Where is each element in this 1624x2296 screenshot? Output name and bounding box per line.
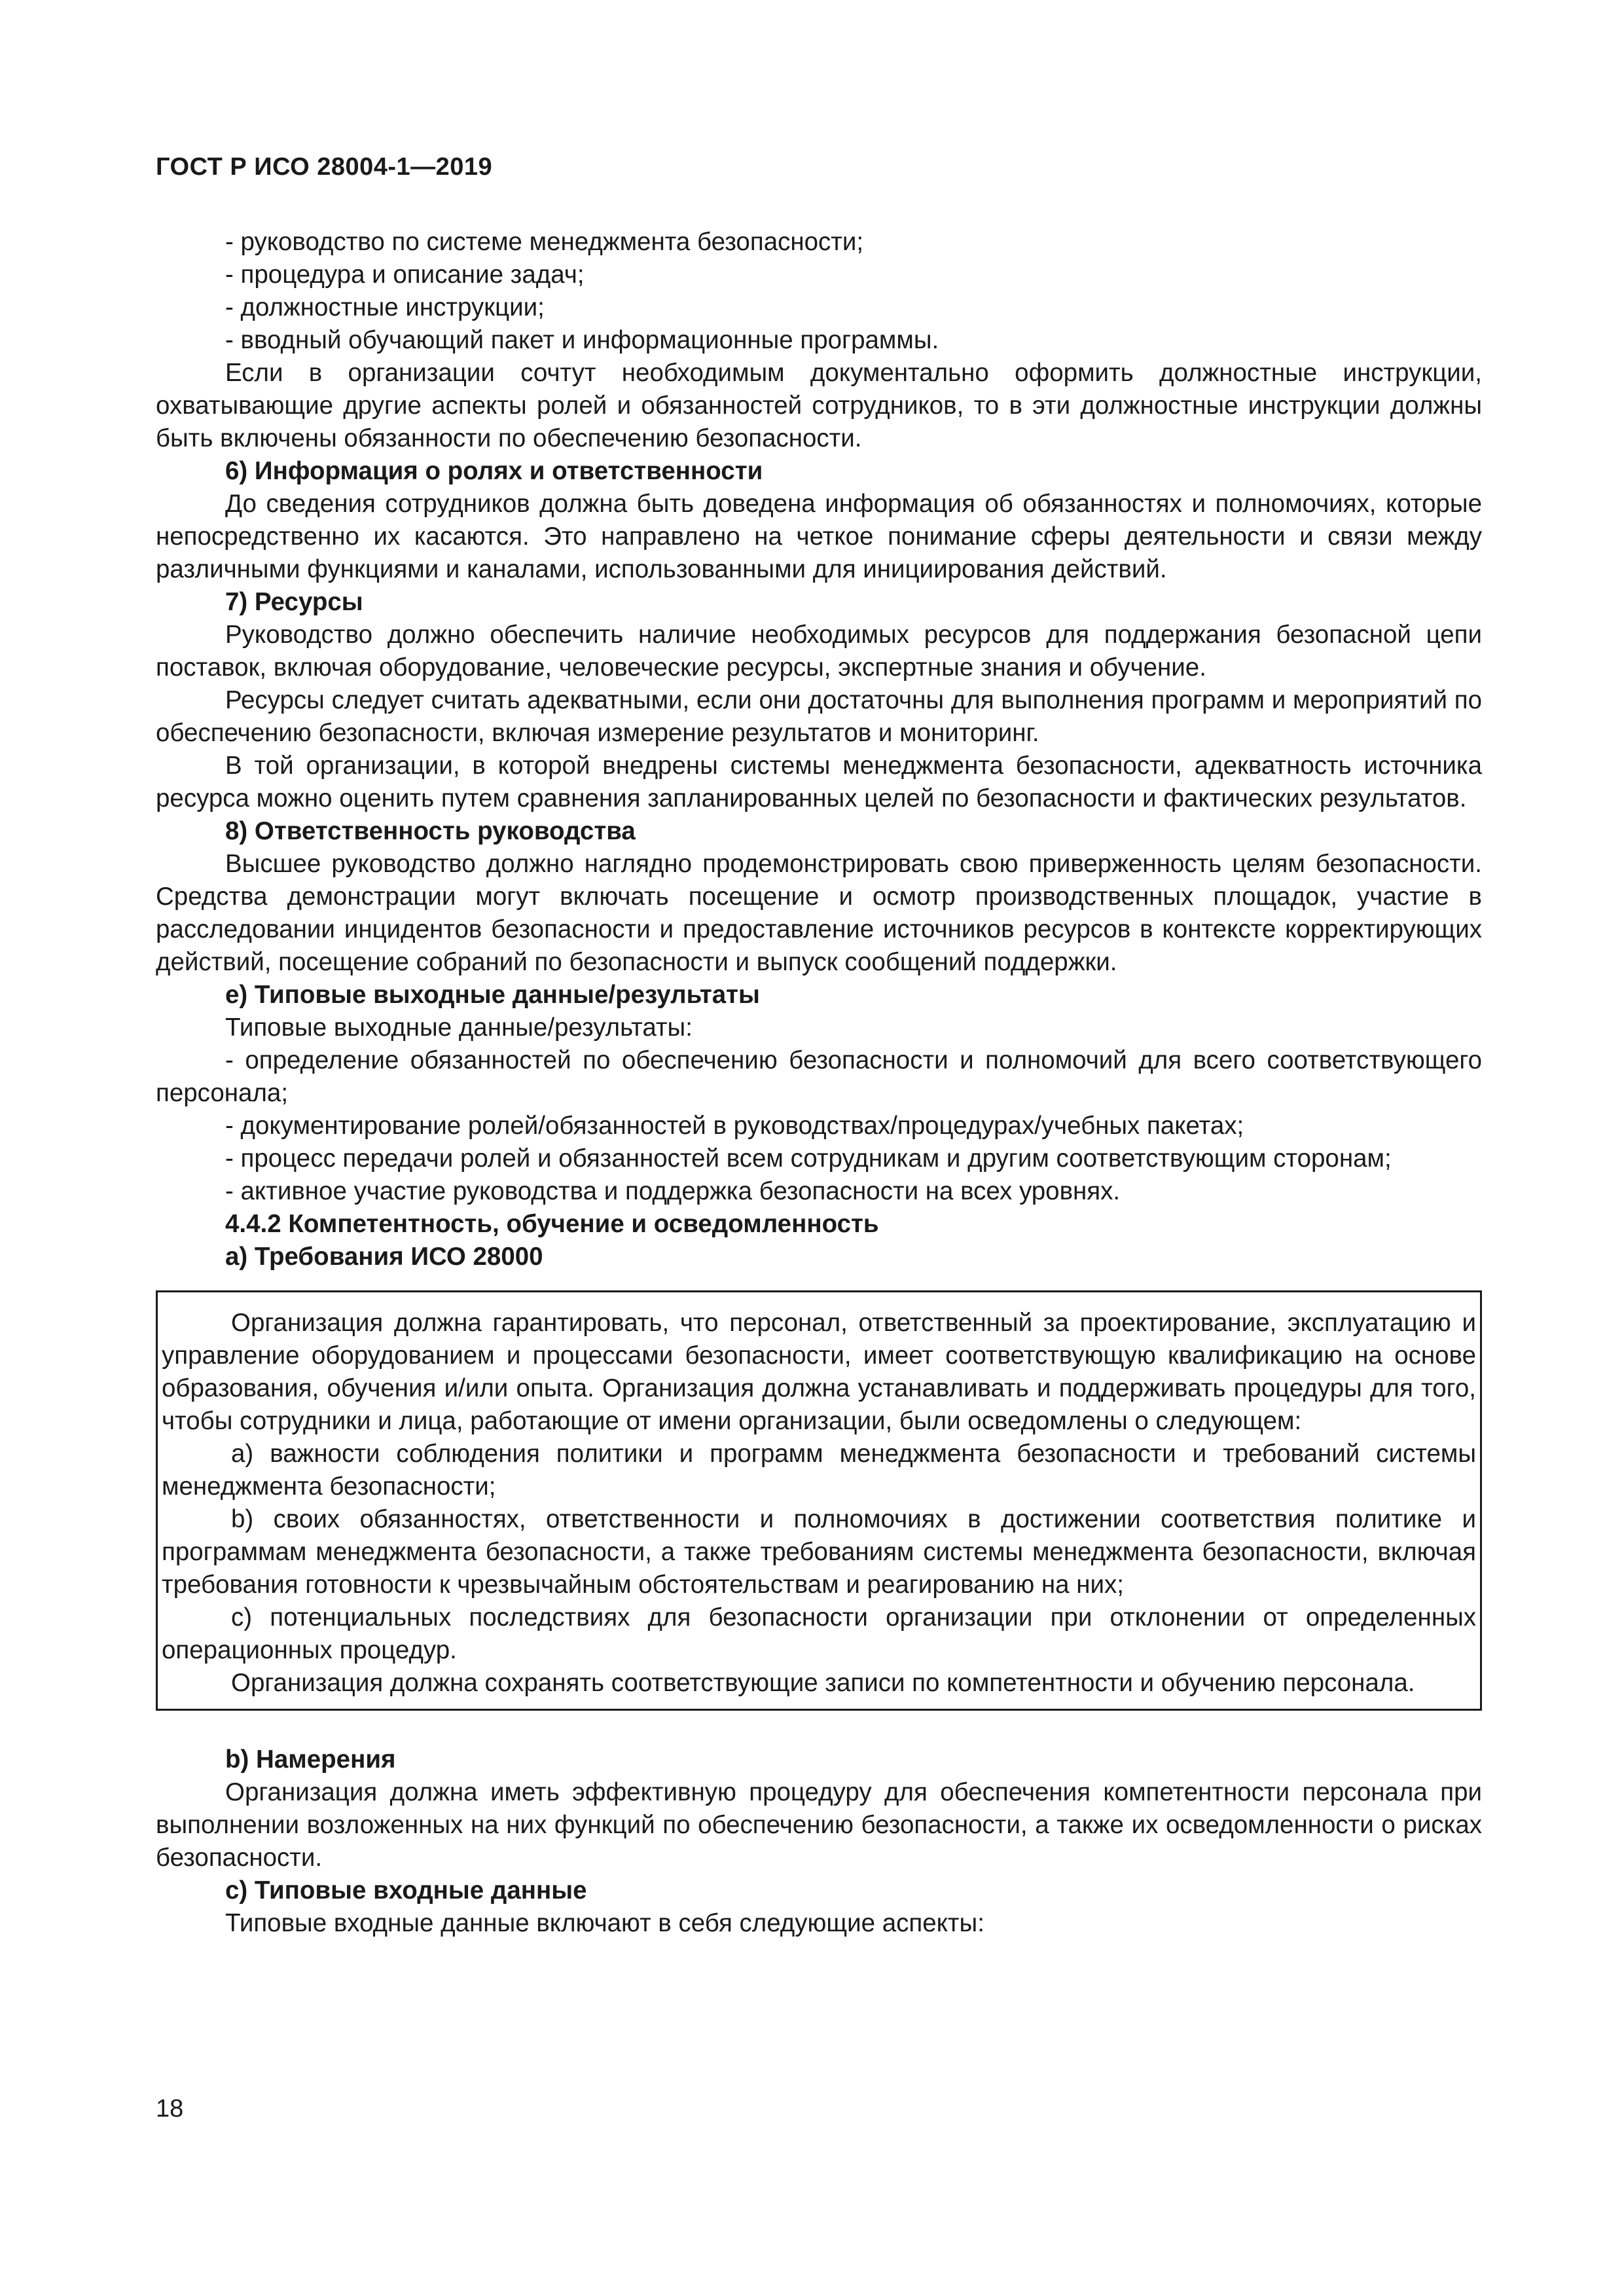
- requirement-box: [156, 1290, 1482, 1711]
- paragraph: Если в организации сочтут необходимым документально оформить должностные инструкции, охватывающие другие аспекты ролей и обязанностей сотрудников, то в эти должностные инструкции должны быть включены обязанности по обеспечению безопасности.: [156, 359, 1482, 452]
- paragraph: Типовые выходные данные/результаты:: [225, 1013, 693, 1042]
- list-item: - процедура и описание задач;: [225, 261, 585, 289]
- box-paragraph: а) важности соблюдения политики и программ менеджмента безопасности и требований системы менеджмента безопасности;: [162, 1440, 1476, 1501]
- section-heading: 4.4.2 Компетентность, обучение и осведомленность: [225, 1210, 879, 1238]
- list-item: - документирование ролей/обязанностей в руководствах/процедурах/учебных пакетах;: [225, 1112, 1244, 1140]
- paragraph: Организация должна иметь эффективную процедуру для обеспечения компетентности персонала при выполнении возложенных на них функций по обеспечению безопасности, а также их осведомленности о рисках безопасности.: [156, 1778, 1482, 1872]
- list-item: - активное участие руководства и поддержка безопасности на всех уровнях.: [225, 1177, 1121, 1205]
- body-section-before-box: [156, 226, 1482, 1273]
- document-header: ГОСТ Р ИСО 28004-1—2019: [156, 153, 493, 181]
- requirement-box-text: [162, 1307, 1476, 1700]
- section-heading: 7) Ресурсы: [225, 588, 363, 616]
- list-item: - определение обязанностей по обеспечению безопасности и полномочий для всего соответствующего персонала;: [156, 1046, 1482, 1107]
- box-paragraph: с) потенциальных последствиях для безопасности организации при отклонении от определенных операционных процедур.: [162, 1603, 1476, 1664]
- paragraph: В той организации, в которой внедрены системы менеджмента безопасности, адекватность источника ресурса можно оценить путем сравнения запланированных целей по безопасности и фактических результатов.: [156, 752, 1482, 812]
- page-number: 18: [156, 2095, 184, 2123]
- paragraph: Типовые входные данные включают в себя следующие аспекты:: [225, 1909, 984, 1937]
- section-heading: е) Типовые выходные данные/результаты: [225, 981, 760, 1009]
- box-paragraph: b) своих обязанностях, ответственности и полномочиях в достижении соответствия политике и программам менеджмента безопасности, а также требованиям системы менеджмента безопасности, включая требования готовности к чрезвычайным обстоятельствам и реагированию на них;: [162, 1505, 1476, 1599]
- list-item: - руководство по системе менеджмента безопасности;: [225, 228, 864, 256]
- paragraph: Ресурсы следует считать адекватными, если они достаточны для выполнения программ и мероприятий по обеспечению безопасности, включая измерение результатов и мониторинг.: [156, 686, 1482, 747]
- section-heading: 6) Информация о ролях и ответственности: [225, 457, 763, 485]
- section-heading: а) Требования ИСО 28000: [225, 1243, 543, 1271]
- box-paragraph: Организация должна сохранять соответствующие записи по компетентности и обучению персонала.: [231, 1669, 1415, 1697]
- list-item: - процесс передачи ролей и обязанностей всем сотрудникам и другим соответствующим сторонам;: [225, 1144, 1392, 1173]
- box-paragraph: Организация должна гарантировать, что персонал, ответственный за проектирование, эксплуатацию и управление оборудованием и процессами безопасности, имеет соответствующую квалификацию на основе образования, обучения и/или опыта. Организация должна устанавливать и поддерживать процедуры для того, чтобы сотрудники и лица, работающие от имени организации, были осведомлены о следующем:: [162, 1309, 1476, 1435]
- section-heading: с) Типовые входные данные: [225, 1876, 587, 1904]
- body-section-after-box: [156, 1743, 1482, 1940]
- list-item: - должностные инструкции;: [225, 293, 545, 321]
- list-item: - вводный обучающий пакет и информационные программы.: [225, 326, 939, 354]
- paragraph: Руководство должно обеспечить наличие необходимых ресурсов для поддержания безопасной цепи поставок, включая оборудование, человеческие ресурсы, экспертные знания и обучение.: [156, 621, 1482, 682]
- page-content: [156, 226, 1482, 1940]
- section-heading: b) Намерения: [225, 1745, 396, 1774]
- section-heading: 8) Ответственность руководства: [225, 817, 636, 845]
- paragraph: Высшее руководство должно наглядно продемонстрировать свою приверженность целям безопасности. Средства демонстрации могут включать посещение и осмотр производственных площадок, участие в расследовании инцидентов безопасности и предоставление источников ресурсов в контексте корректирующих действий, посещение собраний по безопасности и выпуск сообщений поддержки.: [156, 850, 1482, 976]
- paragraph: До сведения сотрудников должна быть доведена информация об обязанностях и полномочиях, которые непосредственно их касаются. Это направлено на четкое понимание сферы деятельности и связи между различными функциями и каналами, использованными для инициирования действий.: [156, 490, 1482, 583]
